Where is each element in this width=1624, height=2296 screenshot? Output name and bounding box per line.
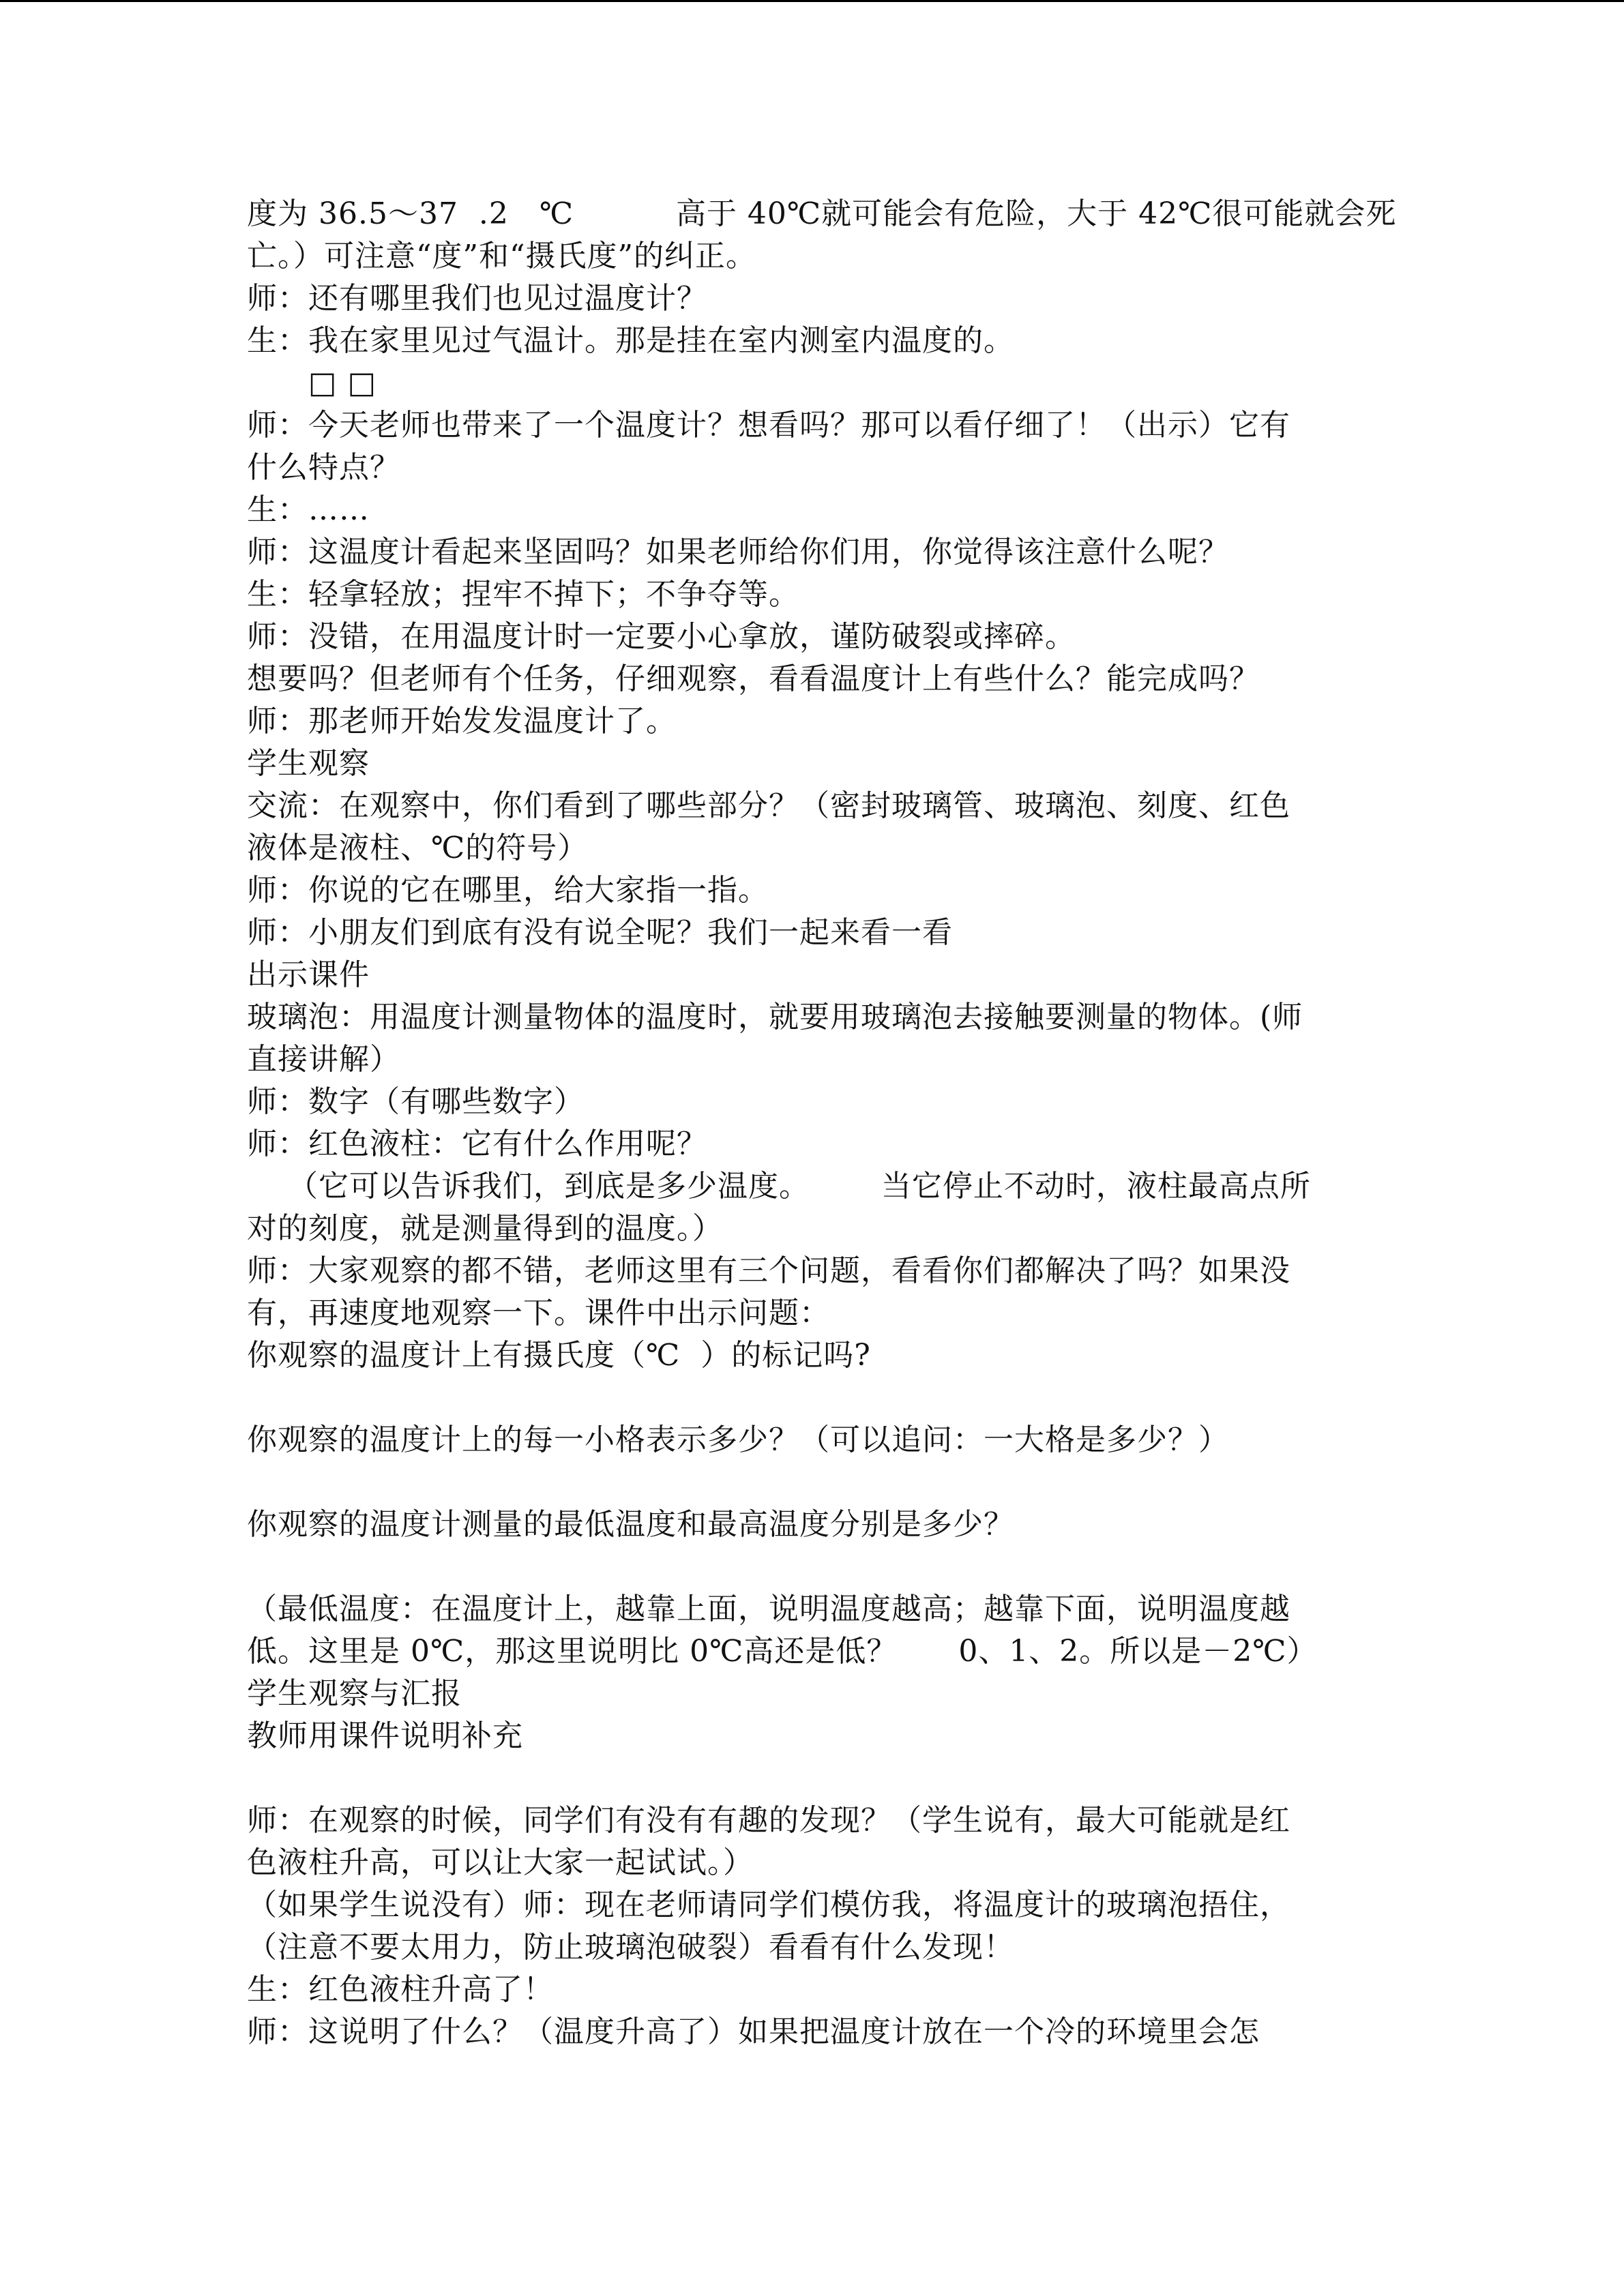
text-line: 师：你说的它在哪里，给大家指一指。 [247, 873, 769, 908]
text-line: 学生观察 [247, 746, 370, 781]
document-body [247, 193, 1397, 2053]
text-line: 玻璃泡：用温度计测量物体的温度时，就要用玻璃泡去接触要测量的物体。(师 [247, 1000, 1303, 1034]
text-line: 你观察的温度计上的每一小格表示多少？（可以追问：一大格是多少？） [247, 1422, 1229, 1457]
text-line: 教师用课件说明补充 [247, 1718, 523, 1753]
text-line: 有，再速度地观察一下。课件中出示问题： [247, 1296, 830, 1330]
text-line: 低。这里是 0℃，那这里说明比 0℃高还是低？ 0、1、2。所以是－2℃） [247, 1634, 1318, 1669]
text-line: 生：轻拿轻放；捏牢不掉下；不争夺等。 [247, 577, 799, 612]
text-line: 师：在观察的时候，同学们有没有有趣的发现？（学生说有，最大可能就是红 [247, 1803, 1290, 1838]
text-line: 对的刻度，就是测量得到的温度。） [247, 1211, 723, 1246]
text-line: 色液柱升高，可以让大家一起试试。） [247, 1845, 754, 1880]
text-line: 师：没错，在用温度计时一定要小心拿放，谨防破裂或摔碎。 [247, 619, 1076, 654]
text-line: 师：数字（有哪些数字） [247, 1084, 585, 1119]
text-line: 液体是液柱、℃的符号） [247, 831, 589, 865]
text-line: （它可以告诉我们，到底是多少温度。 当它停止不动时，液柱最高点所 [247, 1169, 1311, 1204]
blank-line [247, 1757, 1386, 1800]
text-line: 什么特点？ [247, 450, 400, 485]
text-line: （如果学生说没有）师：现在老师请同学们模仿我，将温度计的玻璃泡捂住， [247, 1888, 1290, 1922]
text-line: 师：这温度计看起来坚固吗？如果老师给你们用，你觉得该注意什么呢？ [247, 535, 1229, 569]
text-line: 直接讲解） [247, 1042, 400, 1077]
text-line: 师：大家观察的都不错，老师这里有三个问题，看看你们都解决了吗？如果没 [247, 1253, 1290, 1288]
text-line: 师：这说明了什么？（温度升高了）如果把温度计放在一个冷的环境里会怎 [247, 2014, 1260, 2049]
text-line: 师：那老师开始发发温度计了。 [247, 704, 677, 739]
text-line: 你观察的温度计上有摄氏度（℃ ）的标记吗? [247, 1338, 871, 1373]
text-line: 师：小朋友们到底有没有说全呢？我们一起来看一看 [247, 915, 953, 950]
text-line: 师：红色液柱：它有什么作用呢？ [247, 1127, 707, 1161]
page-top-border [0, 0, 1624, 2]
text-line: 你观察的温度计测量的最低温度和最高温度分别是多少？ [247, 1507, 1014, 1542]
text-line: 学生观察与汇报 [247, 1676, 462, 1711]
blank-line [247, 1546, 1386, 1588]
text-line: 度为 36.5～37 .2 ℃ 高于 40℃就可能会有危险，大于 42℃很可能就会死 [247, 196, 1397, 231]
text-line: 交流：在观察中，你们看到了哪些部分？（密封玻璃管、玻璃泡、刻度、红色 [247, 788, 1290, 823]
text-line: 师：还有哪里我们也见过温度计？ [247, 281, 707, 316]
text-line: 亡。）可注意“度”和“摄氏度”的纠正。 [247, 239, 756, 273]
text-line: 出示课件 [247, 957, 370, 992]
text-line: 想要吗？但老师有个任务，仔细观察，看看温度计上有些什么？能完成吗？ [247, 661, 1260, 696]
blank-line [247, 1377, 1386, 1419]
blank-line [247, 1461, 1386, 1504]
text-line: 生：…… [247, 492, 370, 527]
text-line: （注意不要太用力，防止玻璃泡破裂）看看有什么发现！ [247, 1930, 1014, 1965]
text-line: □ □ [247, 366, 377, 400]
text-line: 师：今天老师也带来了一个温度计？想看吗？那可以看仔细了！（出示）它有 [247, 408, 1290, 443]
text-line: 生：红色液柱升高了！ [247, 1972, 554, 2007]
text-line: 生：我在家里见过气温计。那是挂在室内测室内温度的。 [247, 323, 1014, 358]
text-line: （最低温度：在温度计上，越靠上面，说明温度越高；越靠下面，说明温度越 [247, 1592, 1290, 1626]
